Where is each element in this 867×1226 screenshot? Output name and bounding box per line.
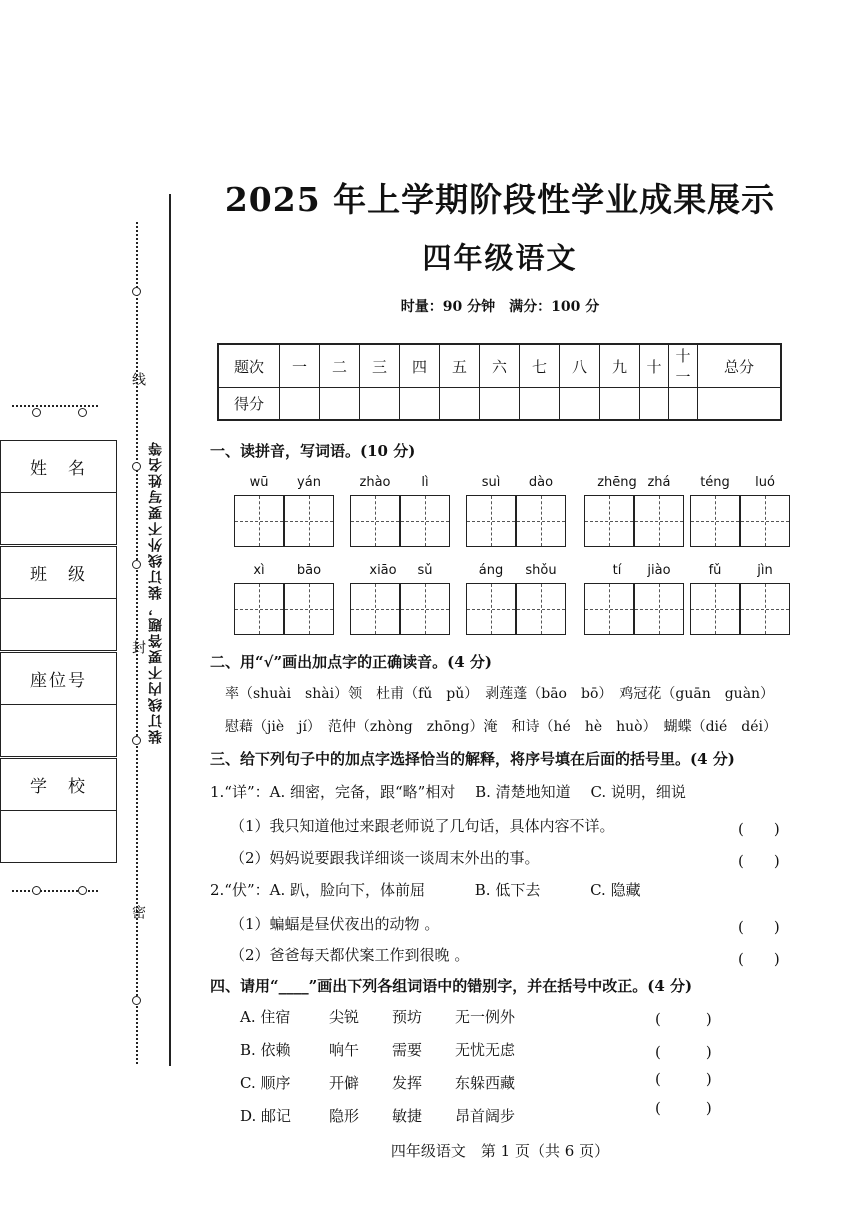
pinyin: áng: [478, 563, 504, 578]
writing-grid[interactable]: [740, 495, 790, 547]
seat-field[interactable]: [0, 704, 117, 757]
answer-paren[interactable]: ( ): [738, 918, 780, 936]
binding-circle: [78, 886, 87, 895]
word-option: 响午: [329, 1041, 360, 1059]
score-cell[interactable]: [320, 388, 360, 421]
word-option: 敏捷: [392, 1107, 423, 1125]
answer-paren[interactable]: ( ): [738, 950, 780, 968]
table-cell: 九: [600, 344, 640, 388]
section4-heading: 四、请用“____”画出下列各组词语中的错别字，并在括号中改正。(4 分): [210, 977, 693, 995]
answer-paren[interactable]: ( ): [738, 852, 780, 870]
score-cell[interactable]: [698, 388, 782, 421]
score-cell[interactable]: [440, 388, 480, 421]
writing-grid[interactable]: [584, 583, 634, 635]
score-table-header-row: [218, 344, 781, 388]
list-item: [0, 1006, 867, 1036]
pinyin: jiào: [647, 563, 671, 578]
table-cell: 十: [640, 344, 669, 388]
binding-circle: [78, 408, 87, 417]
score-cell[interactable]: [640, 388, 669, 421]
writing-grid[interactable]: [690, 495, 740, 547]
answer-paren[interactable]: ( ): [655, 1070, 712, 1088]
table-cell: 七: [520, 344, 560, 388]
word-option: A. 住宿: [240, 1008, 291, 1026]
binding-mark-mi: 密: [130, 905, 146, 921]
list-item: [0, 1039, 867, 1069]
section3-q1-b: （2）妈妈说要跟我详细谈一谈周末外出的事。: [230, 849, 540, 867]
writing-grid[interactable]: [284, 583, 334, 635]
section4-rows: [0, 1006, 867, 1136]
section2-line-2: 慰藉（jiè jí） 范仲（zhòng zhōng）淹 和诗（hé hè huò） 蝴蝶（dié déi）: [225, 719, 778, 735]
word-option: 预坊: [392, 1008, 423, 1026]
writing-grid[interactable]: [466, 583, 516, 635]
table-cell: 十一: [669, 344, 698, 388]
name-label: 姓 名: [0, 440, 117, 493]
word-option: D. 邮记: [240, 1107, 292, 1125]
word-option: 无一例外: [455, 1008, 516, 1026]
table-cell: 得分: [218, 388, 280, 421]
table-cell: 题次: [218, 344, 280, 388]
pinyin: zhào: [359, 475, 391, 490]
answer-paren[interactable]: ( ): [738, 820, 780, 838]
pinyin: xiāo: [369, 563, 397, 578]
score-cell[interactable]: [520, 388, 560, 421]
writing-grid[interactable]: [690, 583, 740, 635]
score-cell[interactable]: [480, 388, 520, 421]
score-table: [217, 343, 782, 421]
writing-grid[interactable]: [400, 583, 450, 635]
word-option: C. 顺序: [240, 1074, 291, 1092]
section2-heading: 二、用“√”画出加点字的正确读音。(4 分): [210, 653, 492, 671]
table-cell: 二: [320, 344, 360, 388]
word-option: B. 依赖: [240, 1041, 291, 1059]
writing-grid[interactable]: [284, 495, 334, 547]
score-cell[interactable]: [560, 388, 600, 421]
word-option: 发挥: [392, 1074, 423, 1092]
table-cell: 六: [480, 344, 520, 388]
pinyin: yán: [297, 475, 321, 490]
school-label: 学 校: [0, 758, 117, 811]
pinyin-row-2: [0, 558, 867, 648]
answer-paren[interactable]: ( ): [655, 1099, 712, 1117]
score-table-score-row: [218, 388, 781, 421]
writing-grid[interactable]: [234, 495, 284, 547]
word-option: 开僻: [329, 1074, 360, 1092]
pinyin: suì: [481, 475, 501, 490]
pinyin: tí: [612, 563, 622, 578]
table-cell: 总分: [698, 344, 782, 388]
page-subtitle: 四年级语文: [422, 241, 578, 275]
exam-meta: 时量：90 分钟 满分：100 分: [400, 299, 600, 315]
section3-q2-b: （2）爸爸每天都伏案工作到很晚 。: [230, 946, 470, 964]
word-option: 昂首阔步: [455, 1107, 516, 1125]
writing-grid[interactable]: [740, 583, 790, 635]
score-cell[interactable]: [280, 388, 320, 421]
section1-heading: 一、读拼音，写词语。(10 分): [210, 442, 416, 460]
school-field[interactable]: [0, 810, 117, 863]
pinyin: wū: [249, 475, 269, 490]
pinyin-row-1: [0, 470, 867, 560]
writing-grid[interactable]: [234, 583, 284, 635]
writing-grid[interactable]: [634, 583, 684, 635]
score-cell[interactable]: [360, 388, 400, 421]
score-cell[interactable]: [600, 388, 640, 421]
binding-circle: [132, 996, 141, 1005]
pinyin: dào: [528, 475, 554, 490]
writing-grid[interactable]: [634, 495, 684, 547]
word-option: 无忧无虑: [455, 1041, 516, 1059]
pinyin: téng: [700, 475, 730, 490]
class-label: 班 级: [0, 546, 117, 599]
section3-q2: 2.“伏”：A. 趴，脸向下，体前屈 B. 低下去 C. 隐藏: [210, 881, 641, 899]
list-item: [0, 1099, 867, 1135]
pinyin: jìn: [757, 563, 773, 578]
pinyin: zhēng: [597, 475, 637, 490]
section3-q1: 1.“详”：A. 细密，完备，跟“略”相对 B. 清楚地知道 C. 说明，细说: [210, 783, 686, 801]
pinyin: luó: [755, 475, 775, 490]
word-option: 需要: [392, 1041, 423, 1059]
page-footer: 四年级语文 第 1 页（共 6 页）: [390, 1142, 610, 1160]
writing-grid[interactable]: [400, 495, 450, 547]
section3-q1-a: （1）我只知道他过来跟老师说了几句话，具体内容不详。: [230, 817, 615, 835]
writing-grid[interactable]: [466, 495, 516, 547]
pinyin: fǔ: [708, 563, 722, 578]
binding-circle: [32, 408, 41, 417]
score-cell[interactable]: [400, 388, 440, 421]
pinyin: xì: [253, 563, 265, 578]
pinyin: shǒu: [525, 563, 557, 578]
binding-circle: [32, 886, 41, 895]
table-cell: 八: [560, 344, 600, 388]
word-option: 东躲西藏: [455, 1074, 516, 1092]
pinyin: sǔ: [417, 563, 433, 578]
table-cell: 三: [360, 344, 400, 388]
writing-grid[interactable]: [350, 583, 400, 635]
section2-line-1: 率（shuài shài）领 杜甫（fǔ pǔ） 剥莲蓬（bāo bō） 鸡冠花（guān guàn）: [225, 686, 775, 702]
pinyin: lì: [421, 475, 429, 490]
list-item: [0, 1072, 867, 1102]
table-cell: 四: [400, 344, 440, 388]
section3-heading: 三、给下列句子中的加点字选择恰当的解释，将序号填在后面的括号里。(4 分): [210, 750, 735, 768]
section3-q2-a: （1）蝙蝠是昼伏夜出的动物 。: [230, 915, 440, 933]
binding-circle: [132, 287, 141, 296]
binding-mark-feng: 封: [130, 640, 146, 656]
answer-paren[interactable]: ( ): [655, 1043, 712, 1061]
binding-instruction: 装订线内不要答题，装订线外不要写姓名等: [148, 440, 164, 744]
answer-paren[interactable]: ( ): [655, 1010, 712, 1028]
seat-label: 座位号: [0, 652, 117, 705]
binding-circle: [132, 736, 141, 745]
word-option: 尖锐: [329, 1008, 360, 1026]
writing-grid[interactable]: [584, 495, 634, 547]
table-cell: 五: [440, 344, 480, 388]
field-top-marker: [12, 405, 98, 407]
binding-mark-xian: 线: [130, 372, 146, 388]
pinyin: zhá: [647, 475, 671, 490]
table-cell: 一: [280, 344, 320, 388]
word-option: 隐形: [329, 1107, 360, 1125]
score-cell[interactable]: [669, 388, 698, 421]
writing-grid[interactable]: [516, 583, 566, 635]
writing-grid[interactable]: [350, 495, 400, 547]
pinyin: bāo: [296, 563, 322, 578]
page-title: 2025 年上学期阶段性学业成果展示: [224, 180, 776, 219]
writing-grid[interactable]: [516, 495, 566, 547]
